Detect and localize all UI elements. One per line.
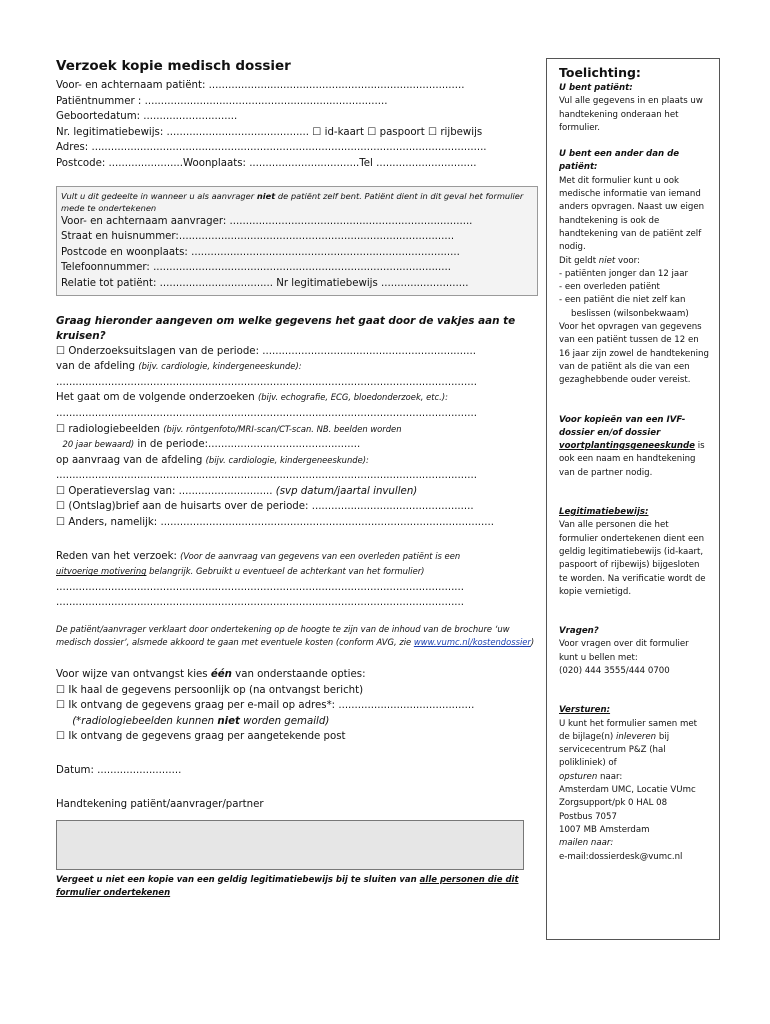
sidebar-text-questions: Voor vragen over dit formulier kunt u bellen met: — [559, 639, 689, 663]
sidebar-text-minors: Voor het opvragen van gegevens van een patiënt tussen de 12 en 16 jaar zijn zowel de handtekening van de patiënt als die van een gezaghebbende ouder vereist. — [559, 322, 709, 386]
page-title: Verzoek kopie medisch dossier — [56, 58, 291, 74]
field-requester-relation[interactable]: Relatie tot patiënt: ................................... Nr legitimatiebewijs ........................... — [61, 277, 469, 289]
field-birth-date[interactable]: Geboortedatum: ............................. — [56, 111, 238, 123]
option-test-results-department: van de afdeling (bijv. cardiologie, kindergeneeskunde): — [56, 361, 302, 373]
data-request-heading: Graag hieronder aangeven om welke gegevens het gaat door de vakjes aan te kruisen? — [56, 314, 516, 342]
sidebar-title: Toelichting: — [559, 65, 641, 80]
option-radiology-period[interactable]: 20 jaar bewaard) in de periode:............................................... — [62, 439, 361, 451]
receive-option-post[interactable]: ☐ Ik ontvang de gegevens graag per aangetekende post — [56, 731, 346, 743]
reason-hint: uitvoerige motivering belangrijk. Gebruikt u eventueel de achterkant van het formulier) — [56, 566, 425, 577]
field-address[interactable]: Adres: .......................................................................................................................... — [56, 142, 487, 154]
sidebar-exceptions-list — [559, 268, 709, 321]
sidebar-text-ivf: ook een naam en handtekening van de partner nodig. — [559, 454, 696, 478]
receive-option-email[interactable]: ☐ Ik ontvang de gegevens graag per e-mail op adres*: .......................................... — [56, 700, 475, 712]
sidebar-address-1: Amsterdam UMC, Locatie VUmc — [559, 785, 696, 796]
option-radiology-department: op aanvraag van de afdeling (bijv. cardiologie, kindergeneeskunde): — [56, 454, 369, 466]
requester-box — [56, 186, 538, 296]
sidebar-mail-label: mailen naar: — [559, 838, 614, 849]
sidebar-address-4: 1007 MB Amsterdam — [559, 824, 650, 835]
field-requester-postcode[interactable]: Postcode en woonplaats: ................................................................................... — [61, 246, 460, 258]
option-test-results[interactable]: ☐ Onderzoeksuitslagen van de periode: .................................................................. — [56, 345, 476, 357]
sidebar-address-2: Zorgsupport/pk 0 HAL 08 — [559, 798, 668, 809]
sidebar-heading-other: U bent een ander dan de patiënt: — [559, 149, 680, 173]
sidebar-address-3: Postbus 7057 — [559, 811, 617, 822]
signature-box[interactable] — [56, 820, 524, 870]
field-reason-2[interactable]: .............................................................................................................................. — [56, 597, 465, 609]
declaration-text: De patiënt/aanvrager verklaart door ondertekening op de hoogte te zijn van de inhoud van de brochure ‘uw medisch dossier’, alsmede akkoord te gaan met eventuele kosten (conform AVG, zie www.vumc.nl/kostendossier) — [56, 624, 535, 648]
option-tests-line: Het gaat om de volgende onderzoeken (bijv. echografie, ECG, bloedonderzoek, etc.): — [56, 392, 448, 404]
sidebar-text-other: Met dit formulier kunt u ook medische informatie van iemand anders opvragen. Naast uw eigen handtekening is ook de handtekening van de patiënt zelf nodig. — [559, 175, 705, 253]
sidebar-heading-id: Legitimatiebewijs: — [559, 507, 649, 518]
list-item: - patiënten jonger dan 12 jaar — [559, 268, 688, 279]
sidebar-heading-questions: Vragen? — [559, 626, 599, 637]
receive-email-note: (*radiologiebeelden kunnen niet worden gemaild) — [72, 715, 330, 727]
cost-link[interactable]: www.vumc.nl/kostendossier — [413, 637, 531, 648]
requester-note: Vult u dit gedeelte in wanneer u als aanvrager niet de patiënt zelf bent. Patiënt dient in dit geval het formulier mede te ondertekenen — [61, 190, 524, 213]
field-date[interactable]: Datum: .......................... — [56, 765, 182, 776]
sidebar-phone: (020) 444 3555/444 0700 — [559, 665, 670, 676]
receive-option-pickup[interactable]: ☐ Ik haal de gegevens persoonlijk op (na ontvangst bericht) — [56, 684, 364, 696]
field-reason-1[interactable]: .............................................................................................................................. — [56, 581, 465, 593]
sidebar-heading-ivf: Voor kopieën van een IVF-dossier en/of dossier voortplantingsgeneeskunde is — [559, 414, 705, 452]
field-radiology-department-line[interactable]: .................................................................................................................................. — [56, 470, 477, 482]
field-requester-street[interactable]: Straat en huisnummer:..................................................................................... — [61, 231, 455, 243]
sidebar-text-mail: opsturen naar: — [559, 771, 623, 782]
field-patient-name[interactable]: Voor- en achternaam patiënt: ............................................................................... — [56, 80, 465, 91]
field-patient-number[interactable]: Patiëntnummer : ........................................................................... — [56, 95, 388, 107]
sidebar-heading-patient: U bent patiënt: — [559, 83, 633, 93]
sidebar-text-exceptions: Dit geldt niet voor: — [559, 255, 640, 266]
receive-intro: Voor wijze van ontvangst kies één van onderstaande opties: — [56, 669, 366, 681]
explanation-sidebar — [546, 58, 720, 940]
field-id-number[interactable]: Nr. legitimatiebewijs: ............................................ ☐ id-kaart ☐ paspoort ☐ rijbewijs — [56, 126, 483, 138]
option-discharge-letter[interactable]: ☐ (Ontslag)brief aan de huisarts over de periode: .................................................. — [56, 501, 474, 513]
sidebar-email[interactable]: e-mail:dossierdesk@vumc.nl — [559, 851, 683, 862]
form-main — [56, 58, 538, 900]
sidebar-text-id: Van alle personen die het formulier ondertekenen dient een geldig legitimatiebewijs (id-kaart, paspoort of rijbewijs) bijgesloten te worden. Na verificatie wordt de kopie vernietigd. — [559, 520, 706, 597]
option-radiology[interactable]: ☐ radiologiebeelden (bijv. röntgenfoto/MRI-scan/CT-scan. NB. beelden worden — [56, 423, 402, 435]
list-item: - een patiënt die niet zelf kan beslissen (wilsonbekwaam) — [559, 295, 689, 319]
field-tests-line[interactable]: .................................................................................................................................. — [56, 407, 477, 419]
sidebar-heading-send: Versturen: — [559, 705, 611, 716]
field-department-line[interactable]: .................................................................................................................................. — [56, 376, 477, 388]
list-item: - een overleden patiënt — [559, 282, 660, 293]
field-requester-name[interactable]: Voor- en achternaam aanvrager: ........................................................................... — [61, 215, 473, 227]
sidebar-text-send: U kunt het formulier samen met de bijlage(n) inleveren bij servicecentrum P&Z (hal polikliniek) of — [559, 718, 697, 769]
reason-line: Reden van het verzoek: (Voor de aanvraag van gegevens van een overleden patiënt is een — [56, 550, 461, 562]
signature-label: Handtekening patiënt/aanvrager/partner — [56, 798, 264, 810]
field-postcode-city-phone[interactable]: Postcode: .......................Woonplaats: ..................................Tel ............................... — [56, 157, 477, 169]
option-other[interactable]: ☐ Anders, namelijk: ....................................................................................................... — [56, 517, 495, 529]
option-operation-report[interactable]: ☐ Operatieverslag van: ............................. (svp datum/jaartal invullen) — [56, 485, 418, 497]
id-warning: Vergeet u niet een kopie van een geldig legitimatiebewijs bij te sluiten van alle personen die dit formulier ondertekenen — [56, 875, 519, 899]
sidebar-text-patient: Vul alle gegevens in en plaats uw handtekening onderaan het formulier. — [559, 96, 703, 133]
field-requester-phone[interactable]: Telefoonnummer: ............................................................................................ — [61, 262, 451, 274]
